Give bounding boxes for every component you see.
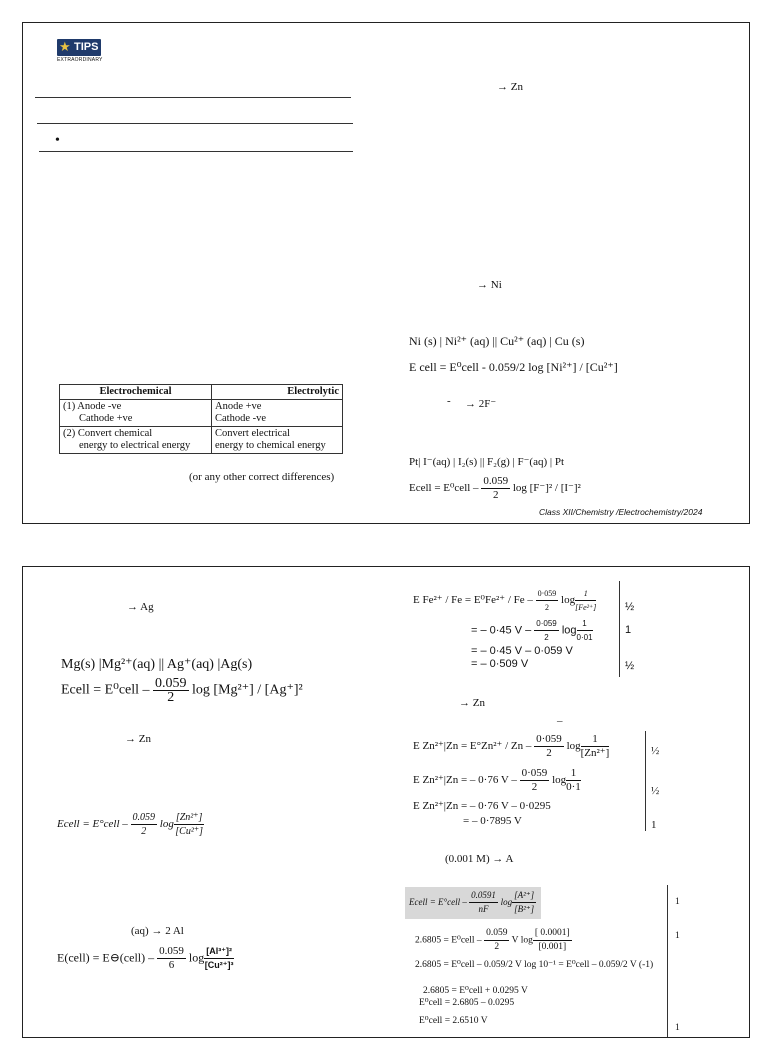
slide-2 [22, 566, 750, 1038]
table-cell: Anode +ve Cathode -ve [212, 400, 343, 427]
mark: ½ [651, 785, 660, 797]
dash: – [557, 715, 563, 727]
reaction-arrow-zn-2: → Zn [459, 697, 485, 709]
nernst-equation-ni-cu: E cell = E⁰cell - 0.059/2 log [Ni²⁺] / [Cu²⁺] [409, 360, 618, 374]
cell-notation-pt: Pt| I⁻(aq) | I₂(s) || F₂(g) | F⁻(aq) | Pt [409, 456, 565, 468]
mark: ½ [625, 660, 635, 672]
fe-equation-line-2: = – 0·45 V – $\frac{0\cdot 059}{2}$ log $\frac{1}{0\cdot 01}$ [471, 619, 593, 642]
calculation-line-3: 2.6805 = E⁰cell + 0.0295 V [423, 986, 528, 996]
nernst-equation-zn-cu: Ecell = E°cell – $\frac{0.059}{2}$ log $\frac{\text{[Zn²⁺]}}{\text{[Cu²⁺]}}$ [57, 812, 203, 837]
general-nernst-equation: Ecell = E°cell – $\frac{0.0591}{nF}$ log $\frac{\text{[A²⁺]}}{\text{[B²⁺]}}$ [409, 890, 535, 914]
concentration-reaction: (0.001 M) → A [445, 853, 514, 865]
cell-notation-ni-cu: Ni (s) | Ni²⁺ (aq) || Cu²⁺ (aq) | Cu (s) [409, 334, 585, 348]
footer: Class XII/Chemistry /Electrochemistry/2024 [539, 507, 703, 517]
table-cell: (2) Convert chemical energy to electrical energy [60, 427, 212, 454]
table-header: Electrochemical [60, 385, 212, 400]
zn-equation-line-2: E Zn²⁺|Zn = – 0·76 V – $\frac{0\cdot 059}{2}$ log $\frac{1}{0\cdot 1}$ [413, 767, 581, 793]
mark: ½ [651, 745, 660, 757]
marks-divider [619, 581, 620, 677]
reaction-arrow-ag: → Ag [127, 601, 154, 613]
table-cell: Convert electrical energy to chemical energy [212, 427, 343, 454]
table-row [60, 427, 343, 454]
reaction-arrow-ni: → Ni [477, 279, 502, 291]
divider [35, 97, 351, 98]
mark: 1 [675, 1023, 680, 1033]
nernst-equation-pt: Ecell = E⁰cell – $\frac{0.059}{2}$ log [F⁻]² / [I⁻]² [409, 475, 581, 501]
nernst-equation-al-cu: E(cell) = E⊖(cell) – $\frac{0.059}{6}$ log $\frac{\text{[Al³⁺]²}}{\text{[Cu²⁺]³}}$ [57, 945, 234, 971]
marks-divider [645, 731, 646, 831]
mark: 1 [625, 624, 632, 636]
fe-equation-line-3: = – 0·45 V – 0·059 V [471, 645, 573, 657]
nernst-equation-mg-ag: Ecell = E⁰cell – $\frac{0.059}{2}$ log [Mg²⁺] / [Ag⁺]² [61, 676, 303, 705]
mark: 1 [675, 931, 680, 941]
fe-equation-line-1: E Fe²⁺ / Fe = E⁰Fe²⁺ / Fe – $\frac{0\cdot 059}{2}$ log $\frac{1}{\text{[Fe²⁺]}}$ [413, 589, 597, 612]
calculation-line-2: 2.6805 = E⁰cell – 0.059/2 V log 10⁻¹ = E⁰cell – 0.059/2 V (-1) [415, 960, 654, 970]
zn-equation-line-4: = – 0·7895 V [463, 815, 522, 827]
calculation-line-1: 2.6805 = E⁰cell – $\frac{0.059}{2}$ V log $\frac{[ 0.0001]}{[0.001]}$ [415, 928, 570, 952]
cell-notation-mg-ag: Mg(s) |Mg²⁺(aq) || Ag⁺(aq) |Ag(s) [61, 657, 253, 672]
reaction-arrow-2f: → 2F⁻ [465, 398, 497, 410]
reaction-arrow-al: (aq) → 2 Al [131, 925, 184, 937]
table-note: (or any other correct differences) [189, 471, 335, 483]
calculation-line-4: E⁰cell = 2.6805 – 0.0295 [419, 998, 515, 1008]
fe-equation-line-4: = – 0·509 V [471, 658, 529, 670]
dash: - [447, 395, 451, 407]
table-row [60, 400, 343, 427]
table-cell: (1) Anode -ve Cathode +ve [60, 400, 212, 427]
slide-1 [22, 22, 750, 524]
mark: 1 [651, 819, 657, 831]
divider [39, 151, 353, 152]
comparison-table [59, 384, 343, 454]
star-icon: ★ [59, 39, 71, 54]
marks-divider [667, 885, 668, 1037]
tips-logo: ★ TIPS EXTRAORDINARY [57, 39, 103, 63]
mark: 1 [675, 897, 680, 907]
divider [37, 123, 353, 124]
table-header: Electrolytic [212, 385, 343, 400]
zn-equation-line-1: E Zn²⁺|Zn = E°Zn²⁺ / Zn – $\frac{0\cdot 059}{2}$ log $\frac{1}{\text{[Zn²⁺]}}$ [413, 733, 610, 759]
table-header-row [60, 385, 343, 400]
bullet: • [55, 133, 60, 148]
mark: ½ [625, 601, 635, 613]
reaction-arrow-zn: → Zn [497, 81, 523, 93]
zn-equation-line-3: E Zn²⁺|Zn = – 0·76 V – 0·0295 [413, 800, 551, 812]
reaction-arrow-zn: → Zn [125, 733, 151, 745]
calculation-line-5: E⁰cell = 2.6510 V [419, 1016, 488, 1026]
